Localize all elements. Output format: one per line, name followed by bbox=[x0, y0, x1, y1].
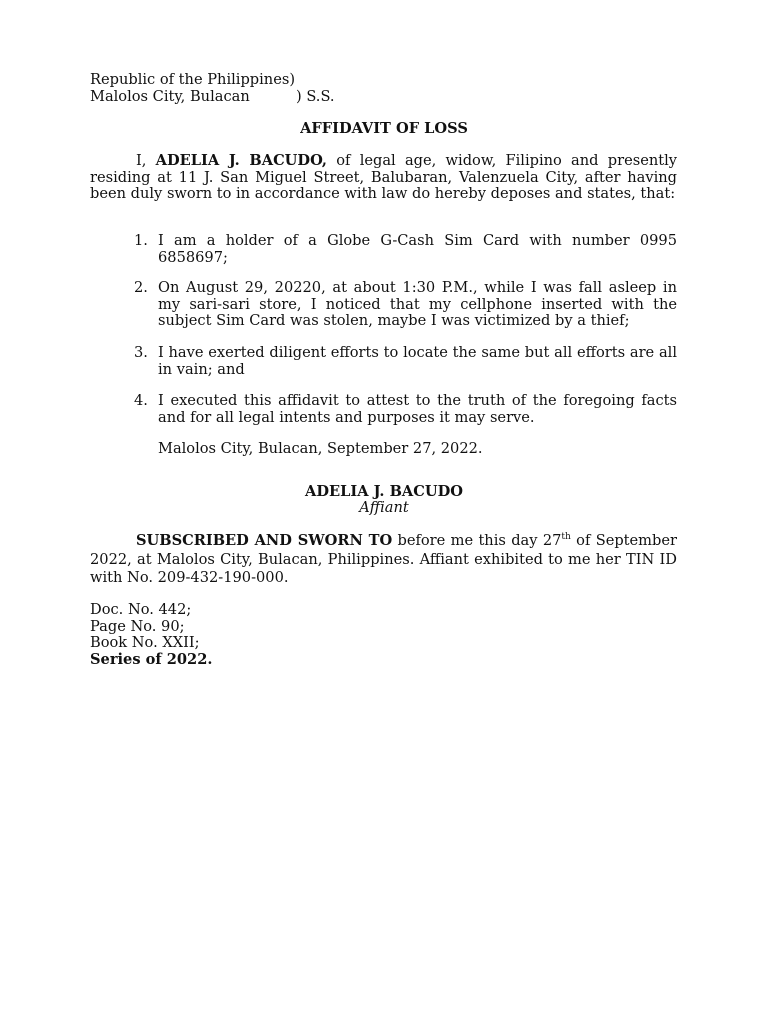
list-item-number: 2. bbox=[134, 279, 148, 296]
page-number: Page No. 90; bbox=[90, 617, 185, 635]
jurat-lead: SUBSCRIBED AND SWORN TO bbox=[136, 532, 393, 549]
doc-number: Doc. No. 442; bbox=[90, 601, 192, 618]
jurat-part1: before me this day 27 bbox=[392, 532, 562, 549]
venue-block bbox=[90, 72, 490, 105]
list-item bbox=[90, 280, 677, 330]
affiant-role: Affiant bbox=[359, 499, 409, 516]
venue-republic: Republic of the Philippines) bbox=[90, 71, 296, 88]
execution-date: Malolos City, Bulacan, September 27, 2022. bbox=[158, 440, 483, 457]
list-item bbox=[90, 393, 677, 426]
book-number: Book No. XXII; bbox=[90, 634, 200, 651]
list-item-text: I have exerted diligent efforts to locate the same but all efforts are all in vain; and bbox=[158, 344, 677, 378]
intro-pronoun: I, bbox=[136, 152, 156, 169]
document-title: AFFIDAVIT OF LOSS bbox=[300, 120, 468, 137]
list-item bbox=[90, 345, 677, 378]
series-year: Series of 2022. bbox=[90, 650, 213, 668]
intro-rest: of legal age, widow, Filipino and presently residing at 11 J. San Miguel Street, Balubaran, Valenzuela City, after having been duly sworn to in accordance with law do hereby deposes and states, that: bbox=[90, 152, 678, 202]
list-item-text: I am a holder of a Globe G-Cash Sim Card with number 0995 6858697; bbox=[158, 232, 677, 266]
list-item-number: 3. bbox=[134, 344, 148, 361]
jurat-ordinal-suffix: th bbox=[561, 532, 571, 543]
list-item-text: On August 29, 20220, at about 1:30 P.M., while I was fall asleep in my sari-sari store, I noticed that my cellphone inserted with the subject Sim Card was stolen, maybe I was victimized by a thief; bbox=[158, 279, 677, 329]
list-item bbox=[90, 233, 677, 266]
venue-city: Malolos City, Bulacan bbox=[90, 87, 250, 105]
notarial-reference bbox=[90, 602, 212, 668]
jurat-part2: of September 2022, at Malolos City, Bulacan, Philippines. Affiant exhibited to me her TIN ID with No. 209-432-190-000. bbox=[90, 532, 677, 586]
list-item-text: I executed this affidavit to attest to the truth of the foregoing facts and for all legal intents and purposes it may serve. bbox=[158, 392, 677, 426]
venue-ss: ) S.S. bbox=[296, 87, 335, 105]
jurat-paragraph bbox=[90, 532, 677, 588]
list-item-number: 1. bbox=[134, 232, 148, 249]
intro-paragraph bbox=[90, 153, 677, 203]
affiant-signature-name: ADELIA J. BACUDO bbox=[305, 483, 463, 500]
list-item-number: 4. bbox=[134, 392, 148, 409]
affiant-name-inline: ADELIA J. BACUDO, bbox=[155, 152, 328, 169]
